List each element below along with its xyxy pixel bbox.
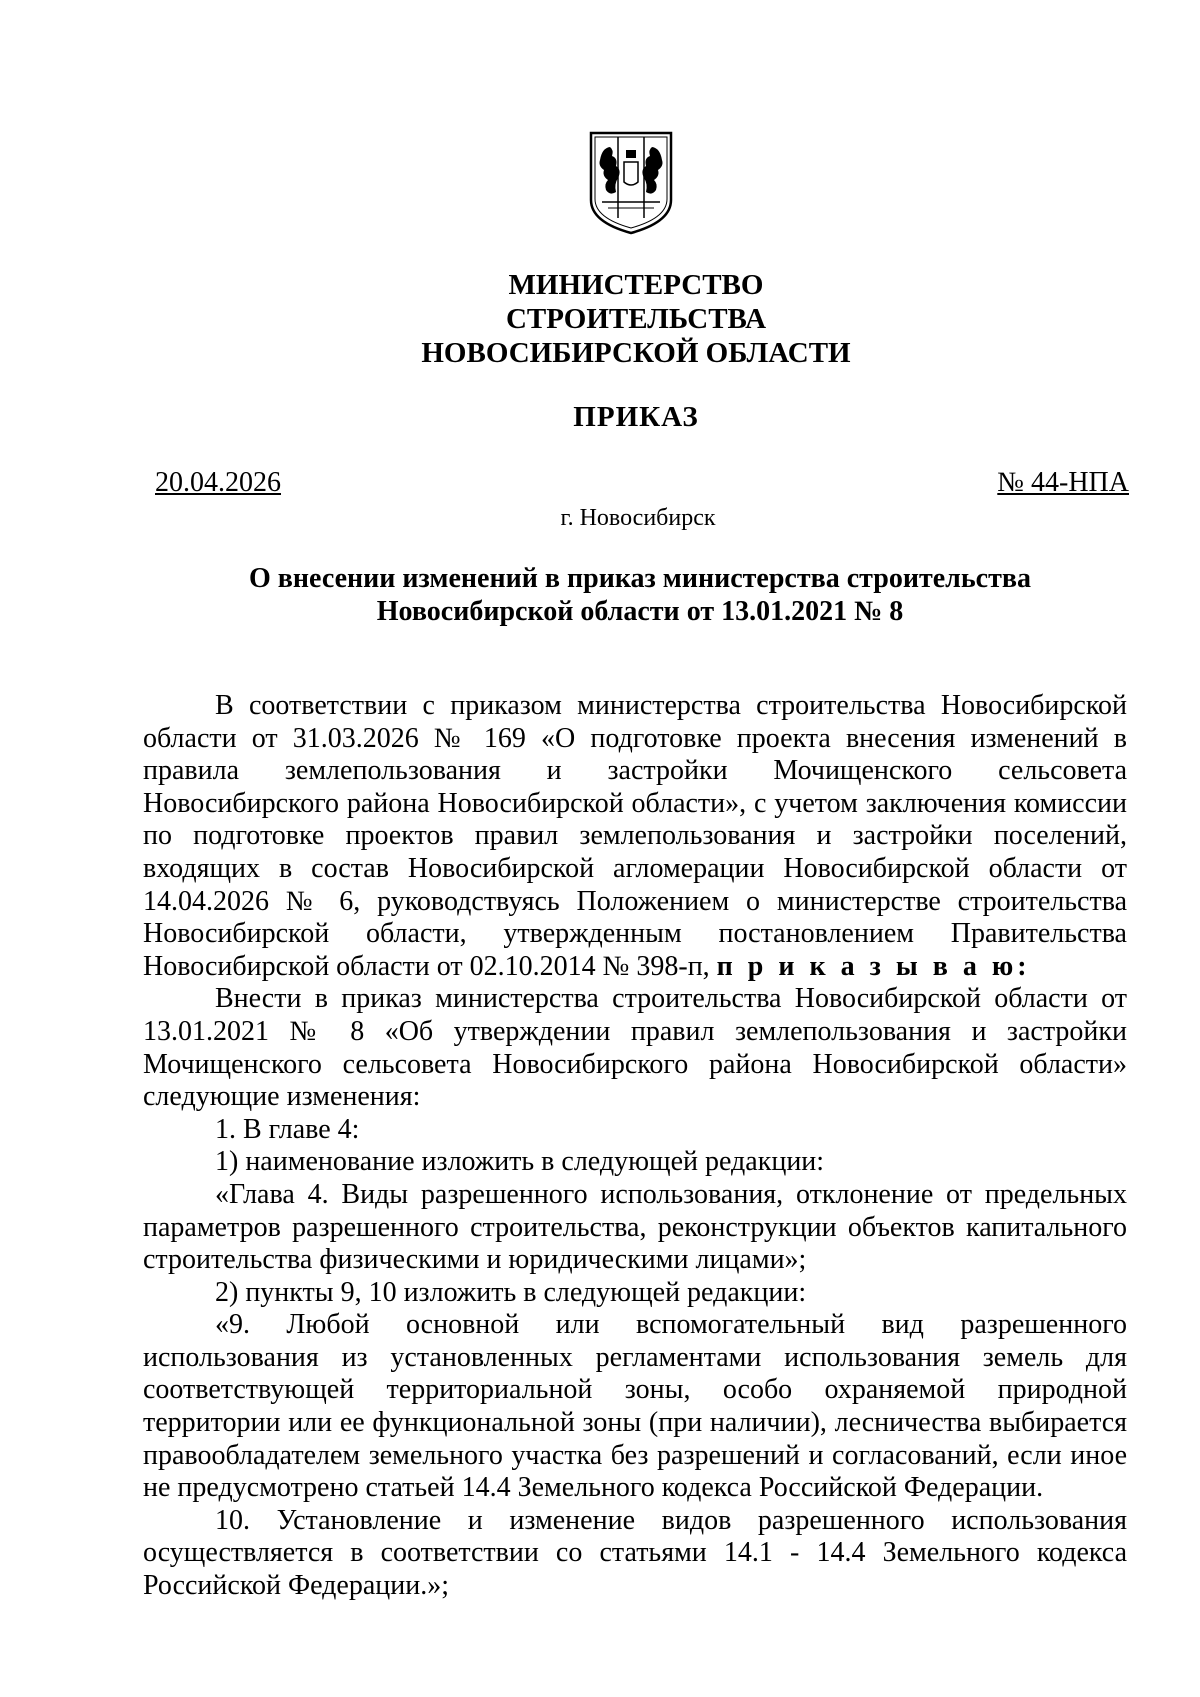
order-city: г. Новосибирск	[560, 505, 716, 531]
paragraph-preamble	[143, 690, 1127, 983]
ministry-line-2: СТРОИТЕЛЬСТВА	[505, 303, 767, 335]
order-title: ПРИКАЗ	[573, 401, 699, 433]
paragraph-amendment-intro: Внести в приказ министерства строительства Новосибирской области от 13.01.2021 № 8 «Об утверждении правил землепользования и застройки Мочищенского сельсовета Новосибирского района Новосибирской области» следующие изменения:	[143, 983, 1127, 1113]
order-keyword: п р и к а з ы в а ю:	[716, 950, 1031, 982]
order-date: 20.04.2026	[155, 467, 281, 498]
preamble-text: В соответствии с приказом министерства строительства Новосибирской области от 31.03.2026 № 169 «О подготовке проекта внесения изменений в правила землепользования и застройки Мочищенского сельсовета Новосибирского района Новосибирской области», с учетом заключения комиссии по подготовке проектов правил землепользования и застройки поселений, входящих в состав Новосибирской агломерации Новосибирской области от 14.04.2026 № 6, руководствуясь Положением о министерстве строительства Новосибирской области, утвержденным постановлением Правительства Новосибирской области от 02.10.2014 № 398-п,	[143, 690, 1127, 982]
order-number: № 44-НПА	[997, 467, 1129, 498]
coat-of-arms-icon	[588, 130, 674, 236]
order-subject	[200, 562, 1080, 628]
ministry-line-3: НОВОСИБИРСКОЙ ОБЛАСТИ	[421, 337, 851, 369]
paragraph-subitem-1: 1) наименование изложить в следующей редакции:	[215, 1146, 825, 1178]
subject-line-2: Новосибирской области от 13.01.2021 № 8	[376, 596, 904, 627]
subject-line-1: О внесении изменений в приказ министерства строительства	[249, 563, 1031, 594]
paragraph-point-10: 10. Установление и изменение видов разрешенного использования осуществляется в соответствии со статьями 14.1 - 14.4 Земельного кодекса Российской Федерации.»;	[143, 1504, 1127, 1602]
paragraph-point-9: «9. Любой основной или вспомогательный вид разрешенного использования из установленных регламентами использования земель для соответствующей территориальной зоны, особо охраняемой природной территории или ее функциональной зоны (при наличии), лесничества выбирается правообладателем земельного участка без разрешений и согласований, если иное не предусмотрено статьей 14.4 Земельного кодекса Российской Федерации.	[143, 1309, 1127, 1504]
paragraph-item-1: 1. В главе 4:	[215, 1113, 360, 1145]
document-body	[143, 690, 1127, 1603]
ministry-line-1: МИНИСТЕРСТВО	[508, 269, 764, 301]
paragraph-chapter-title: «Глава 4. Виды разрешенного использования, отклонение от предельных параметров разрешенного строительства, реконструкции объектов капитального строительства физическими и юридическими лицами»;	[143, 1178, 1127, 1276]
paragraph-subitem-2: 2) пункты 9, 10 изложить в следующей редакции:	[215, 1276, 807, 1308]
ministry-name	[0, 268, 1200, 370]
